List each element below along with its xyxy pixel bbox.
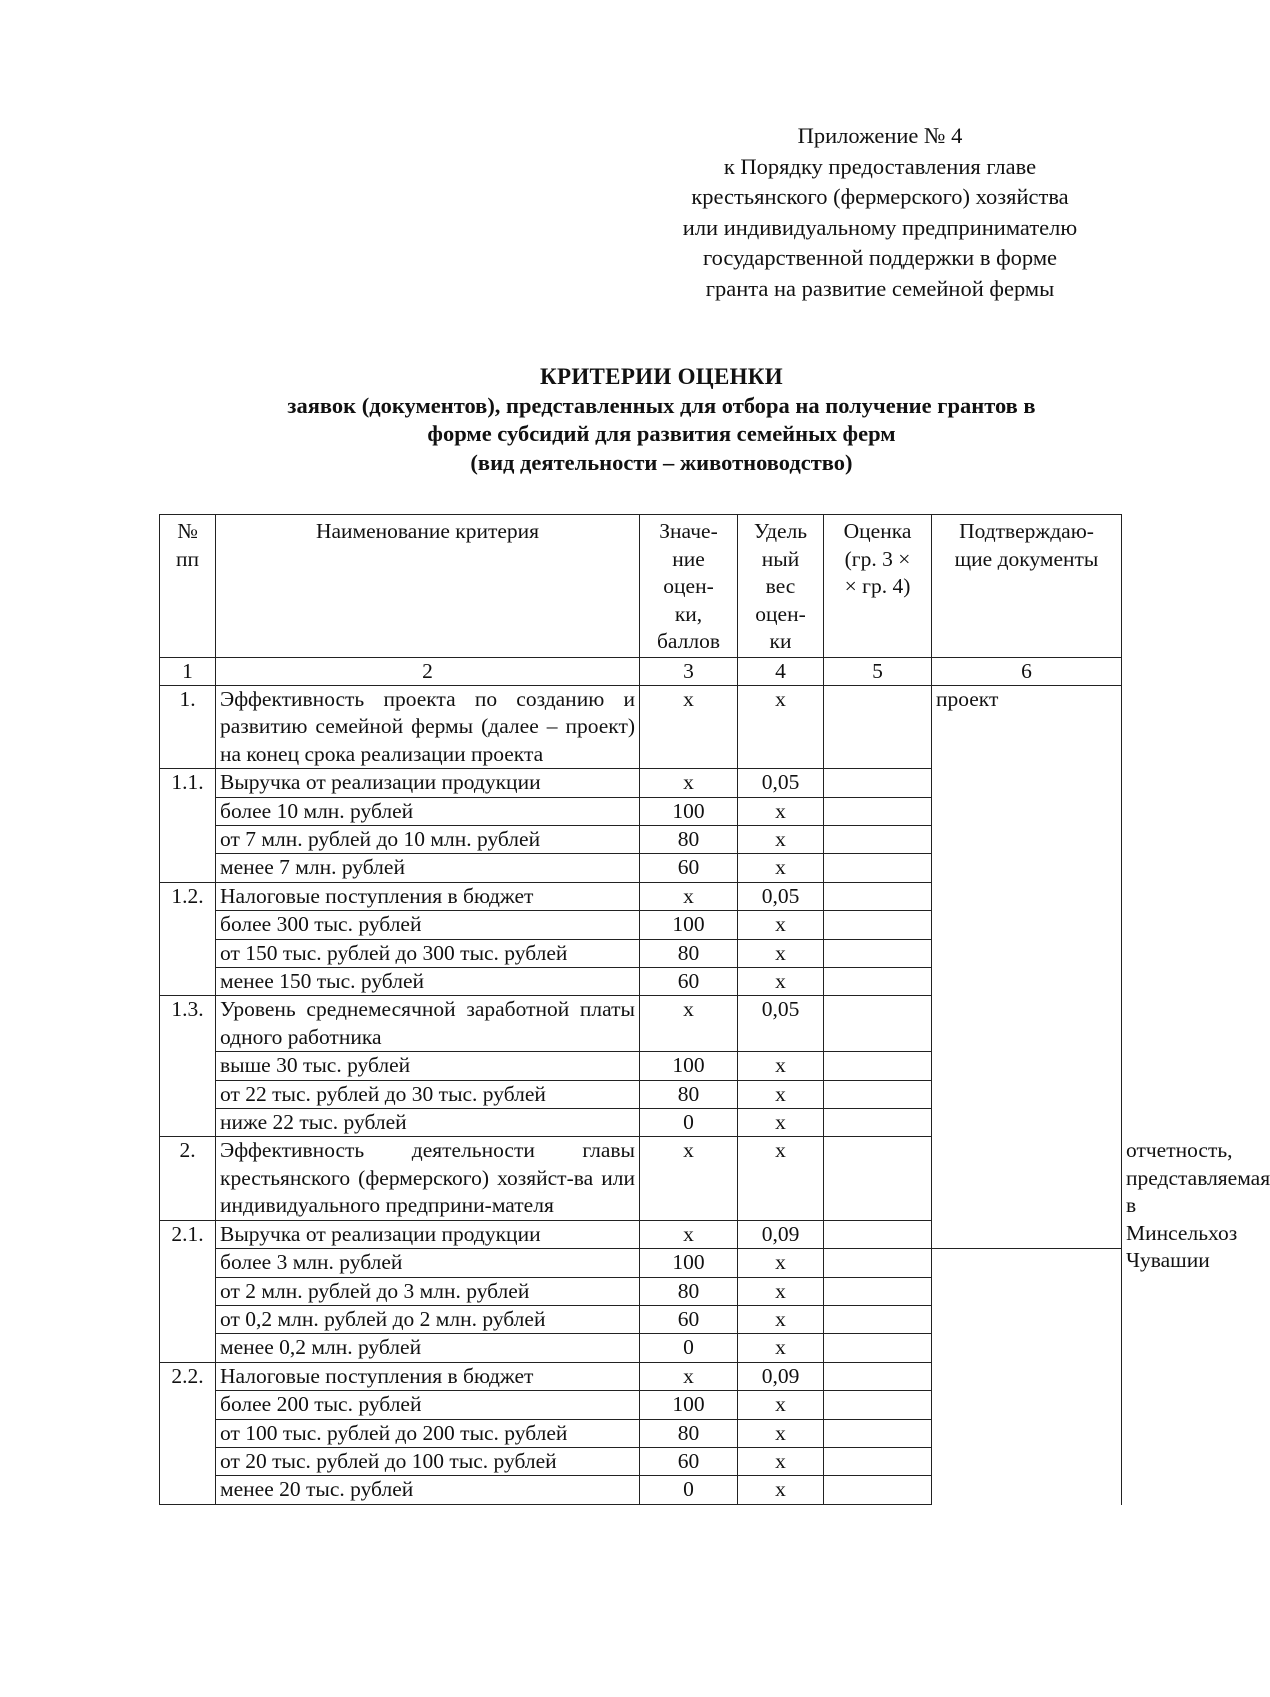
- table-row: [160, 1305, 1122, 1333]
- appendix-line: или индивидуальному предпринимателю: [682, 214, 1078, 240]
- assessment-cell: [824, 1277, 932, 1305]
- appendix-line: государственной поддержки в форме: [702, 245, 1058, 271]
- weight-value: х: [738, 685, 824, 768]
- option-name: ниже 22 тыс. рублей: [216, 1109, 640, 1137]
- column-number: 2: [216, 657, 640, 685]
- weight-value: х: [738, 1137, 824, 1220]
- appendix-line: гранта на развитие семейной фермы: [705, 275, 1055, 301]
- weight-value: х: [738, 1080, 824, 1108]
- weight-value: 0,05: [738, 996, 824, 1052]
- score-value: 100: [640, 797, 738, 825]
- weight-value: х: [738, 1419, 824, 1447]
- option-name: от 7 млн. рублей до 10 млн. рублей: [216, 826, 640, 854]
- header-number: № пп: [160, 515, 216, 658]
- weight-value: х: [738, 939, 824, 967]
- score-value: 60: [640, 1305, 738, 1333]
- assessment-cell: [824, 1362, 932, 1390]
- table-row: [160, 1447, 1122, 1475]
- score-value: 60: [640, 1447, 738, 1475]
- weight-value: х: [738, 1277, 824, 1305]
- table-header-row: [160, 515, 1122, 658]
- header-score-value: Значе- ние оцен- ки, баллов: [640, 515, 738, 658]
- weight-value: х: [738, 1334, 824, 1362]
- assessment-cell: [824, 1220, 932, 1248]
- appendix-line: Приложение № 4: [797, 123, 963, 148]
- table-row: [160, 1277, 1122, 1305]
- assessment-cell: [824, 769, 932, 797]
- table-row: [160, 1419, 1122, 1447]
- document-subtitle-line: (вид деятельности – животноводство): [470, 449, 853, 475]
- criterion-name: Выручка от реализации продукции: [216, 769, 640, 797]
- criterion-name: Эффективность проекта по созданию и развитию семейной фермы (далее – проект) на конец срока реализации проекта: [216, 685, 640, 768]
- table-row: [160, 1334, 1122, 1362]
- weight-value: х: [738, 1052, 824, 1080]
- table-row: 2. Эффективность деятельности главы крестьянского (фермерского) хозяйст-ва или индивидуального предприни-мателя х х отчетность, представляемая в Минсельхоз Чувашии: [160, 1137, 1122, 1220]
- score-value: 80: [640, 939, 738, 967]
- document-heading: [120, 363, 1203, 477]
- assessment-cell: [824, 1080, 932, 1108]
- score-value: 80: [640, 826, 738, 854]
- assessment-cell: [824, 797, 932, 825]
- score-value: 0: [640, 1109, 738, 1137]
- weight-value: х: [738, 1109, 824, 1137]
- assessment-cell: [824, 826, 932, 854]
- score-value: 0: [640, 1334, 738, 1362]
- row-number: 1.2.: [160, 882, 216, 996]
- option-name: более 10 млн. рублей: [216, 797, 640, 825]
- option-name: от 2 млн. рублей до 3 млн. рублей: [216, 1277, 640, 1305]
- table-row: [160, 685, 1122, 768]
- assessment-cell: [824, 1419, 932, 1447]
- row-number: 1.3.: [160, 996, 216, 1137]
- score-value: 100: [640, 1052, 738, 1080]
- assessment-cell: [824, 939, 932, 967]
- assessment-cell: [824, 996, 932, 1052]
- row-number: 2.1.: [160, 1220, 216, 1362]
- weight-value: 0,05: [738, 769, 824, 797]
- row-number: 2.2.: [160, 1362, 216, 1504]
- weight-value: х: [738, 1249, 824, 1277]
- option-name: от 22 тыс. рублей до 30 тыс. рублей: [216, 1080, 640, 1108]
- assessment-cell: [824, 1249, 932, 1277]
- column-number: 4: [738, 657, 824, 685]
- score-value: х: [640, 1362, 738, 1390]
- appendix-line: крестьянского (фермерского) хозяйства: [691, 184, 1069, 210]
- score-value: 60: [640, 854, 738, 882]
- option-name: менее 20 тыс. рублей: [216, 1476, 640, 1504]
- appendix-note: [630, 121, 1130, 305]
- row-number: 2.: [160, 1137, 216, 1220]
- row-number: 1.: [160, 685, 216, 768]
- score-value: х: [640, 996, 738, 1052]
- column-number: 3: [640, 657, 738, 685]
- score-value: 100: [640, 1391, 738, 1419]
- score-value: 0: [640, 1476, 738, 1504]
- table-row: [160, 1362, 1122, 1390]
- option-name: от 20 тыс. рублей до 100 тыс. рублей: [216, 1447, 640, 1475]
- column-number: 5: [824, 657, 932, 685]
- row-number: 1.1.: [160, 769, 216, 883]
- option-name: от 0,2 млн. рублей до 2 млн. рублей: [216, 1305, 640, 1333]
- score-value: х: [640, 685, 738, 768]
- header-documents: Подтверждаю- щие документы: [932, 515, 1122, 658]
- assessment-cell: [824, 685, 932, 768]
- assessment-cell: [824, 882, 932, 910]
- table-row: [160, 1249, 1122, 1277]
- option-name: более 3 млн. рублей: [216, 1249, 640, 1277]
- weight-value: 0,09: [738, 1220, 824, 1248]
- assessment-cell: [824, 1305, 932, 1333]
- assessment-cell: [824, 1476, 932, 1504]
- assessment-cell: [824, 1334, 932, 1362]
- score-value: х: [640, 882, 738, 910]
- criterion-name: Налоговые поступления в бюджет: [216, 882, 640, 910]
- supporting-document: проект: [932, 685, 1122, 1248]
- score-value: 100: [640, 911, 738, 939]
- assessment-cell: [824, 1109, 932, 1137]
- weight-value: х: [738, 1476, 824, 1504]
- weight-value: х: [738, 1391, 824, 1419]
- column-number: 6: [932, 657, 1122, 685]
- column-number-row: [160, 657, 1122, 685]
- assessment-cell: [824, 1447, 932, 1475]
- assessment-cell: [824, 854, 932, 882]
- weight-value: 0,09: [738, 1362, 824, 1390]
- assessment-cell: [824, 1052, 932, 1080]
- criterion-name: Налоговые поступления в бюджет: [216, 1362, 640, 1390]
- score-value: х: [640, 1220, 738, 1248]
- option-name: от 150 тыс. рублей до 300 тыс. рублей: [216, 939, 640, 967]
- weight-value: х: [738, 797, 824, 825]
- weight-value: х: [738, 854, 824, 882]
- column-number: 1: [160, 657, 216, 685]
- option-name: от 100 тыс. рублей до 200 тыс. рублей: [216, 1419, 640, 1447]
- option-name: менее 7 млн. рублей: [216, 854, 640, 882]
- option-name: менее 0,2 млн. рублей: [216, 1334, 640, 1362]
- weight-value: х: [738, 1305, 824, 1333]
- header-assessment: Оценка (гр. 3 × × гр. 4): [824, 515, 932, 658]
- criteria-table: [159, 514, 1270, 1505]
- weight-value: 0,05: [738, 882, 824, 910]
- option-name: выше 30 тыс. рублей: [216, 1052, 640, 1080]
- document-subtitle-line: форме субсидий для развития семейных ферм: [427, 421, 896, 447]
- weight-value: х: [738, 826, 824, 854]
- assessment-cell: [824, 911, 932, 939]
- table-row: [160, 1391, 1122, 1419]
- criterion-name: Уровень среднемесячной заработной платы одного работника: [216, 996, 640, 1052]
- document-subtitle-line: заявок (документов), представленных для отбора на получение грантов в: [287, 392, 1036, 418]
- weight-value: х: [738, 911, 824, 939]
- option-name: более 200 тыс. рублей: [216, 1391, 640, 1419]
- criterion-name: Выручка от реализации продукции: [216, 1220, 640, 1248]
- score-value: 80: [640, 1419, 738, 1447]
- weight-value: х: [738, 1447, 824, 1475]
- appendix-line: к Порядку предоставления главе: [723, 153, 1037, 179]
- assessment-cell: [824, 1391, 932, 1419]
- score-value: 80: [640, 1080, 738, 1108]
- criterion-name: Эффективность деятельности главы крестьянского (фермерского) хозяйст-ва или индивидуального предприни-мателя: [216, 1137, 640, 1220]
- option-name: менее 150 тыс. рублей: [216, 968, 640, 996]
- header-weight: Удель ный вес оцен- ки: [738, 515, 824, 658]
- document-title: КРИТЕРИИ ОЦЕНКИ: [540, 364, 783, 389]
- option-name: более 300 тыс. рублей: [216, 911, 640, 939]
- score-value: 60: [640, 968, 738, 996]
- assessment-cell: [824, 1137, 932, 1220]
- weight-value: х: [738, 968, 824, 996]
- table-row: [160, 1476, 1122, 1504]
- assessment-cell: [824, 968, 932, 996]
- score-value: х: [640, 769, 738, 797]
- score-value: х: [640, 1137, 738, 1220]
- score-value: 80: [640, 1277, 738, 1305]
- score-value: 100: [640, 1249, 738, 1277]
- header-criterion-name: Наименование критерия: [216, 515, 640, 658]
